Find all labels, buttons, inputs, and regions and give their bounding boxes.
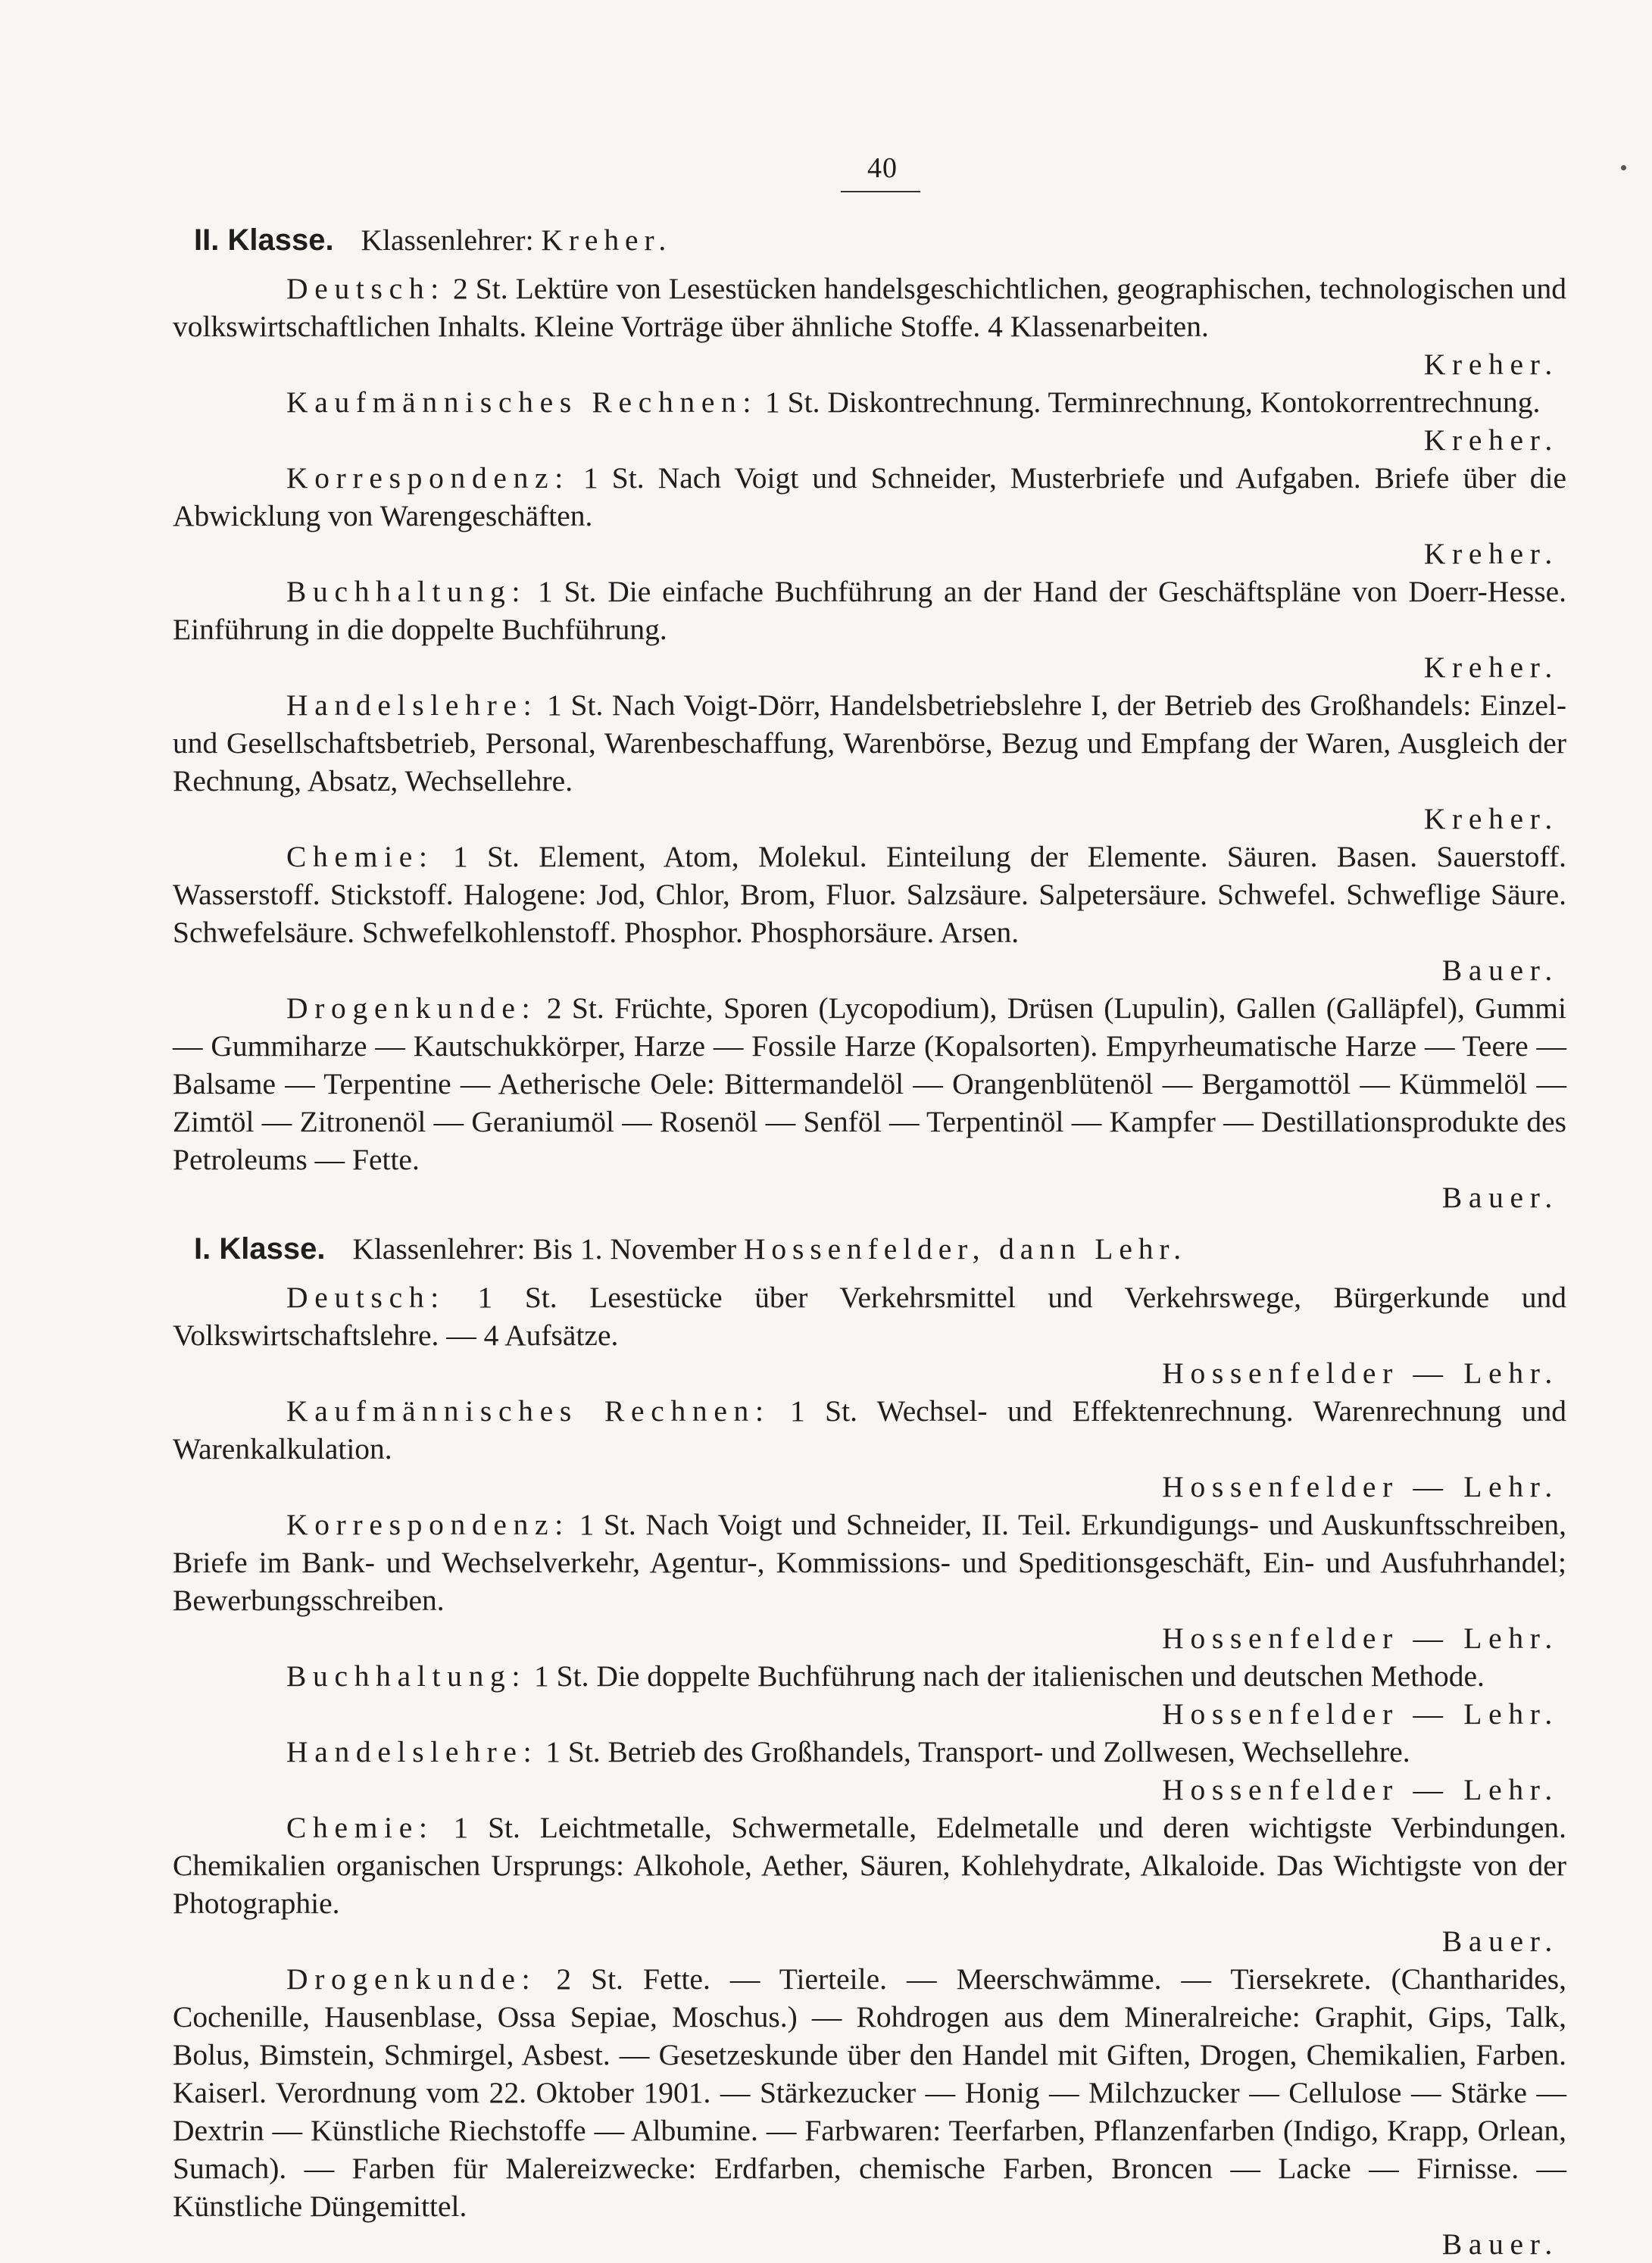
subject-entry — [173, 1657, 1566, 1733]
teacher-label: Klassenlehrer: Bis 1. November — [352, 1232, 737, 1266]
subject-name: Deutsch: — [286, 272, 445, 305]
margin-mark — [1621, 165, 1626, 170]
subject-entry — [173, 1278, 1566, 1392]
subject-name: Handelslehre: — [286, 688, 539, 722]
subject-name: Korrespondenz: — [286, 1508, 570, 1541]
subject-name: Drogenkunde: — [286, 991, 537, 1025]
subject-entry — [173, 1960, 1566, 2263]
subject-name: Korrespondenz: — [286, 461, 570, 495]
subject-name: Chemie: — [286, 1811, 434, 1844]
subject-entry — [173, 383, 1566, 459]
subject-text: 1 St. Leichtmetalle, Schwermetalle, Edelmetalle und deren wichtigste Verbindungen. Chemikalien organischen Ursprungs: Alkohole, Aether, Säuren, Kohlehydrate, Alkaloide. Das Wichtigste von der Photographie. — [173, 1811, 1566, 1920]
subject-text: 1 St. Element, Atom, Molekul. Einteilung der Elemente. Säuren. Basen. Sauerstoff. Wasserstoff. Stickstoff. Halogene: Jod, Chlor, Brom, Fluor. Salzsäure. Salpetersäure. Schwefel. Schweflige Säure. Schwefelsäure. Schwefelkohlenstoff. Phosphor. Phosphorsäure. Arsen. — [173, 840, 1566, 949]
subject-teacher: Bauer. — [1441, 2227, 1559, 2261]
subject-teacher: Bauer. — [1441, 1924, 1559, 1958]
subject-text: 1 St. Die einfache Buchführung an der Hand der Geschäftspläne von Doerr-Hesse. Einführung in die doppelte Buchführung. — [173, 575, 1567, 646]
subject-text: 1 St. Diskontrechnung. Terminrechnung, Kontokorrentrechnung. — [765, 385, 1541, 419]
subject-entry — [173, 459, 1566, 573]
subject-text: 1 St. Wechsel- und Effektenrechnung. Warenrechnung und Warenkalkulation. — [173, 1394, 1566, 1465]
subject-name: Chemie: — [286, 840, 434, 873]
subject-teacher: Hossenfelder — Lehr. — [1162, 1470, 1559, 1503]
subject-name: Deutsch: — [286, 1281, 445, 1314]
subject-teacher: Hossenfelder — Lehr. — [1162, 1773, 1559, 1806]
section-klasse-2 — [173, 221, 1566, 1216]
subject-name: Handelslehre: — [286, 1735, 539, 1768]
subject-text: 1 St. Lesestücke über Verkehrsmittel und Verkehrswege, Bürgerkunde und Volkswirtschaftslehre. — 4 Aufsätze. — [173, 1281, 1566, 1352]
subject-text: 1 St. Nach Voigt und Schneider, II. Teil. Erkundigungs- und Auskunftsschreiben, Briefe im Bank- und Wechselverkehr, Agentur-, Kommissions- und Speditionsgeschäft, Ein- und Ausfuhrhandel; Bewerbungsschreiben. — [173, 1508, 1566, 1617]
subject-teacher: Kreher. — [1423, 348, 1559, 381]
class-teacher-name: Kreher. — [541, 223, 673, 257]
subject-text: 1 St. Die doppelte Buchführung nach der italienischen und deutschen Methode. — [534, 1659, 1485, 1693]
section-heading — [194, 1230, 1566, 1268]
subject-entry — [173, 989, 1566, 1216]
subject-teacher: Hossenfelder — Lehr. — [1162, 1697, 1559, 1731]
teacher-label: Klassenlehrer: — [361, 223, 534, 257]
subject-entry — [173, 1506, 1566, 1657]
subject-text: 1 St. Nach Voigt und Schneider, Musterbriefe und Aufgaben. Briefe über die Abwicklung von Warengeschäften. — [173, 461, 1567, 532]
subject-entry — [173, 270, 1566, 383]
subject-text: 1 St. Betrieb des Großhandels, Transport- und Zollwesen, Wechsellehre. — [545, 1735, 1410, 1768]
subject-entry — [173, 1392, 1566, 1506]
subject-teacher: Kreher. — [1423, 423, 1559, 457]
subject-name: Kaufmännisches Rechnen: — [286, 385, 758, 419]
page-number: 40 — [867, 152, 898, 184]
subject-teacher: Kreher. — [1423, 537, 1559, 570]
subject-name: Kaufmännisches Rechnen: — [286, 1394, 770, 1428]
subject-name: Buchhaltung: — [286, 575, 527, 608]
page-content — [173, 221, 1566, 2263]
subject-teacher: Hossenfelder — Lehr. — [1162, 1622, 1559, 1655]
subject-text: 2 St. Früchte, Sporen (Lycopodium), Drüsen (Lupulin), Gallen (Galläpfel), Gummi — Gummiharze — Kautschukkörper, Harze — Fossile Harze (Kopalsorten). Empyrheumatische Harze — Teere — Balsame — Terpentine — Aetherische Oele: Bittermandelöl — Orangenblütenöl — Bergamottöl — Kümmelöl — Zimtöl — Zitronenöl — Geraniumöl — Rosenöl — Senföl — Terpentinöl — Kampfer — Destillationsprodukte des Petroleums — Fette. — [173, 991, 1566, 1176]
section-klasse-1 — [173, 1230, 1566, 2263]
subject-text: 1 St. Nach Voigt-Dörr, Handelsbetriebslehre I, der Betrieb des Großhandels: Einzel- und Gesellschaftsbetrieb, Personal, Warenbeschaffung, Warenbörse, Bezug und Empfang der Waren, Ausgleich der Rechnung, Absatz, Wechsellehre. — [173, 688, 1566, 798]
subject-teacher: Kreher. — [1423, 802, 1559, 835]
section-title: I. Klasse. — [194, 1232, 326, 1266]
subject-teacher: Bauer. — [1441, 1181, 1559, 1214]
subject-entry — [173, 1733, 1566, 1809]
subject-entry — [173, 838, 1566, 989]
subject-teacher: Bauer. — [1441, 954, 1559, 987]
subject-text: 2 St. Fette. — Tierteile. — Meerschwämme. — Tiersekrete. (Chantharides, Cochenille, Hausenblase, Ossa Sepiae, Moschus.) — Rohdrogen aus dem Mineralreiche: Graphit, Gips, Talk, Bolus, Bimstein, Schmirgel, Asbest. — Gesetzeskunde über den Handel mit Giften, Drogen, Chemikalien, Farben. Kaiserl. Verordnung vom 22. Oktober 1901. — Stärkezucker — Honig — Milchzucker — Cellulose — Stärke — Dextrin — Künstliche Riechstoffe — Albumine. — Farbwaren: Teerfarben, Pflanzenfarben (Indigo, Krapp, Orlean, Sumach). — Farben für Malereizwecke: Erdfarben, chemische Farben, Broncen — Lacke — Firnisse. — Künstliche Düngemittel. — [173, 1962, 1567, 2223]
class-teacher-name: Hossenfelder, dann Lehr. — [743, 1232, 1188, 1266]
subject-entry — [173, 573, 1566, 686]
section-title: II. Klasse. — [194, 223, 334, 257]
section-heading — [194, 221, 1566, 259]
subject-teacher: Kreher. — [1423, 651, 1559, 684]
subject-teacher: Hossenfelder — Lehr. — [1162, 1356, 1559, 1390]
subject-name: Buchhaltung: — [286, 1659, 527, 1693]
subject-entry — [173, 686, 1566, 838]
subject-text: 2 St. Lektüre von Lesestücken handelsgeschichtlichen, geographischen, technologischen und volkswirtschaftlichen Inhalts. Kleine Vorträge über ähnliche Stoffe. 4 Klassenarbeiten. — [173, 272, 1567, 343]
page-number-rule — [841, 191, 920, 192]
subject-entry — [173, 1809, 1566, 1960]
subject-name: Drogenkunde: — [286, 1962, 537, 1996]
